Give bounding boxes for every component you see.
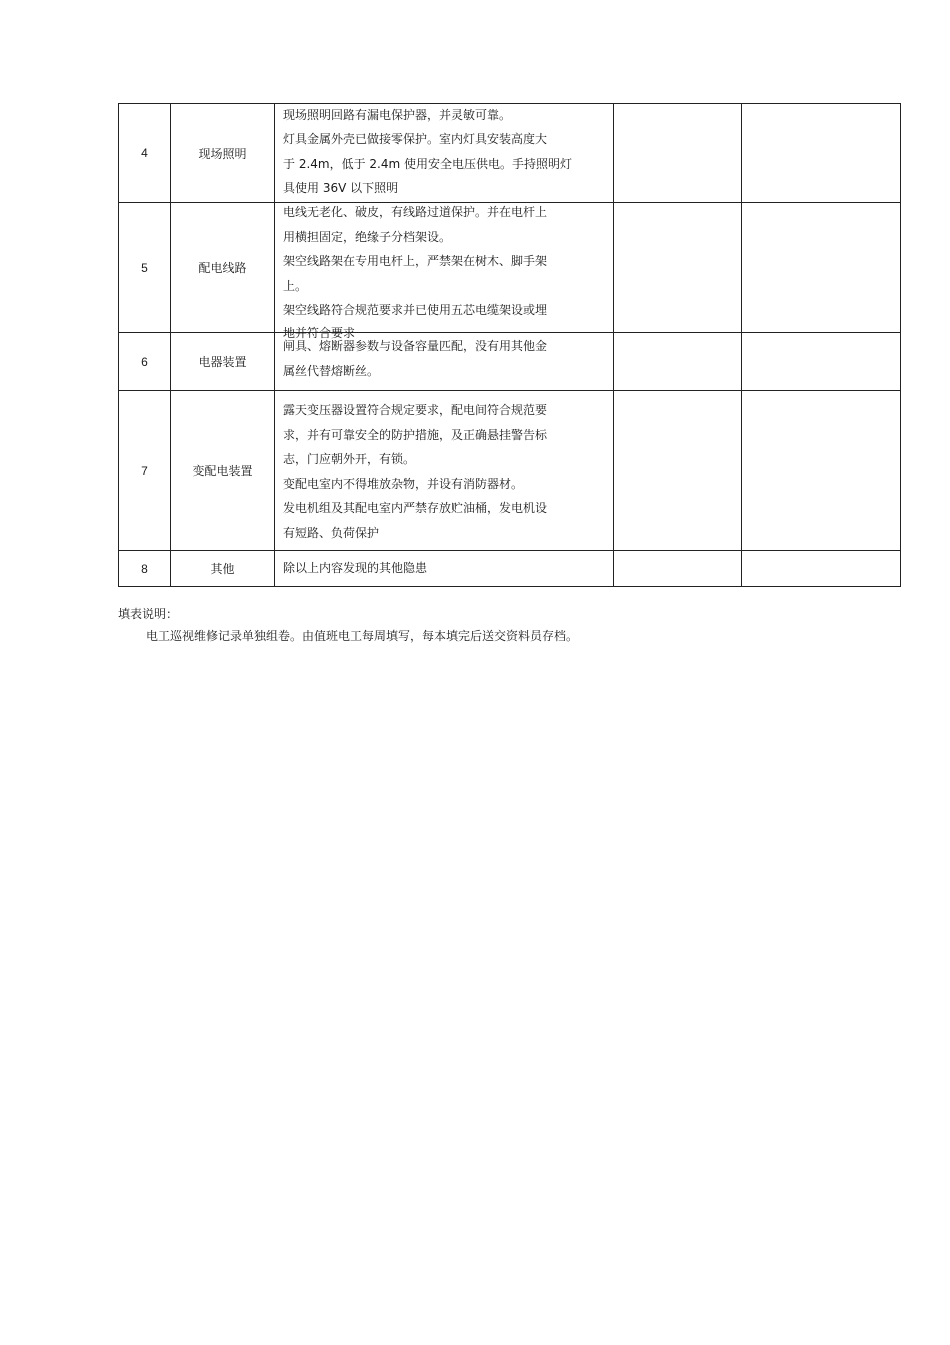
requirement-cell bbox=[275, 203, 614, 340]
requirement-line: 有短路、负荷保护 bbox=[283, 525, 380, 540]
requirement-line: 属丝代替熔断丝。 bbox=[283, 363, 380, 378]
item-name: 配电线路 bbox=[171, 203, 275, 333]
notes-body: 电工巡视维修记录单独组卷。由值班电工每周填写，每本填完后送交资料员存档。 bbox=[146, 629, 579, 643]
row-number: 4 bbox=[119, 104, 171, 203]
requirement-line: 灯具金属外壳已做接零保护。室内灯具安装高度大 bbox=[283, 132, 548, 146]
result-cell[interactable] bbox=[614, 104, 742, 203]
requirement-line: 现场照明回路有漏电保护器，并灵敏可靠。 bbox=[283, 107, 512, 122]
result-cell[interactable] bbox=[614, 203, 742, 333]
result-cell[interactable] bbox=[614, 333, 742, 391]
row-number: 8 bbox=[119, 551, 171, 587]
requirement-line: 志，门应朝外开，有锁。 bbox=[283, 452, 416, 466]
table-row bbox=[119, 104, 901, 203]
remark-cell[interactable] bbox=[742, 551, 901, 587]
item-name: 电器装置 bbox=[171, 333, 275, 391]
row-number: 6 bbox=[119, 333, 171, 391]
table-row bbox=[119, 333, 901, 391]
remark-cell[interactable] bbox=[742, 333, 901, 391]
requirement-cell bbox=[275, 333, 614, 391]
item-name: 其他 bbox=[171, 551, 275, 587]
requirement-cell bbox=[275, 104, 614, 203]
table-row bbox=[119, 203, 901, 333]
fill-instructions bbox=[118, 604, 578, 648]
requirement-line: 用横担固定，绝缘子分档架设。 bbox=[283, 229, 452, 244]
requirement-cell bbox=[275, 551, 614, 587]
requirement-line: 具使用 36V 以下照明 bbox=[283, 181, 399, 195]
remark-cell[interactable] bbox=[742, 203, 901, 333]
remark-cell[interactable] bbox=[742, 391, 901, 551]
requirement-line: 电线无老化、破皮，有线路过道保护。并在电杆上 bbox=[283, 205, 548, 219]
requirement-line: 露天变压器设置符合规定要求，配电间符合规范要 bbox=[283, 403, 548, 417]
notes-title: 填表说明： bbox=[118, 607, 179, 621]
remark-cell[interactable] bbox=[742, 104, 901, 203]
table-row bbox=[119, 551, 901, 587]
requirement-line: 除以上内容发现的其他隐患 bbox=[283, 561, 428, 576]
requirement-line: 架空线路符合规范要求并已使用五芯电缆架设或埋 bbox=[283, 303, 548, 317]
row-number: 5 bbox=[119, 203, 171, 333]
requirement-line: 上。 bbox=[283, 278, 308, 293]
item-name: 变配电装置 bbox=[171, 391, 275, 551]
table-row bbox=[119, 391, 901, 551]
item-name: 现场照明 bbox=[171, 104, 275, 203]
requirement-line: 地并符合要求 bbox=[283, 325, 356, 340]
requirement-line: 于 2.4m，低于 2.4m 使用安全电压供电。手持照明灯 bbox=[283, 156, 572, 171]
requirement-line: 架空线路架在专用电杆上，严禁架在树木、脚手架 bbox=[283, 254, 548, 268]
result-cell[interactable] bbox=[614, 391, 742, 551]
result-cell[interactable] bbox=[614, 551, 742, 587]
requirement-line: 发电机组及其配电室内严禁存放贮油桶，发电机设 bbox=[283, 501, 548, 515]
inspection-table bbox=[118, 103, 901, 587]
row-number: 7 bbox=[119, 391, 171, 551]
requirement-line: 闸具、熔断器参数与设备容量匹配，没有用其他金 bbox=[283, 339, 548, 353]
requirement-line: 求，并有可靠安全的防护措施，及正确悬挂警告标 bbox=[283, 427, 548, 442]
requirement-cell bbox=[275, 391, 614, 551]
requirement-line: 变配电室内不得堆放杂物，并设有消防器材。 bbox=[283, 476, 524, 491]
